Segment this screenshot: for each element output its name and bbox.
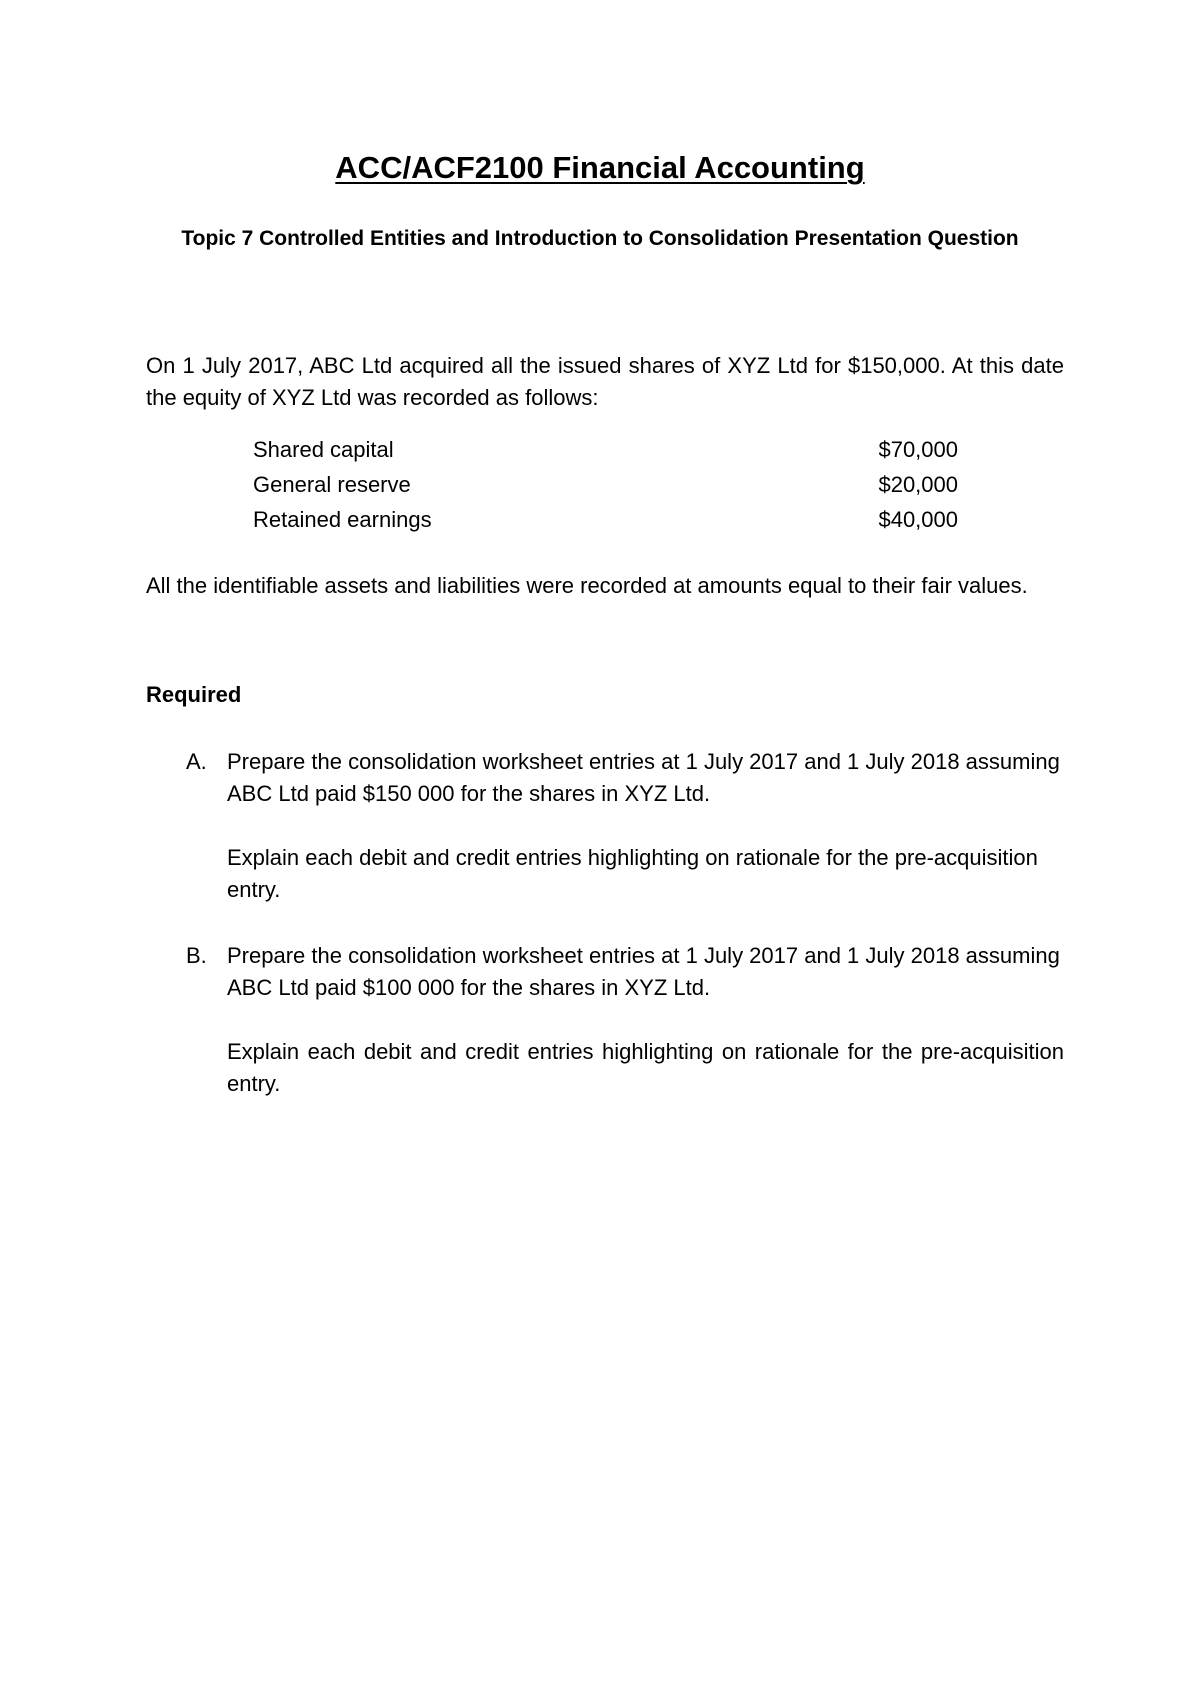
question-letter: B. bbox=[186, 943, 207, 968]
equity-amount: $70,000 bbox=[878, 437, 958, 462]
intro-paragraph: On 1 July 2017, ABC Ltd acquired all the issued shares of XYZ Ltd for $150,000. At this date the equity of XYZ Ltd was recorded as follows: bbox=[146, 353, 1064, 410]
equity-amount: $20,000 bbox=[878, 472, 958, 497]
question-explain: Explain each debit and credit entries highlighting on rationale for the pre-acquisition entry. bbox=[227, 1039, 1064, 1096]
equity-label: Retained earnings bbox=[253, 507, 432, 532]
document-subtitle: Topic 7 Controlled Entities and Introduction to Consolidation Presentation Question bbox=[181, 227, 1019, 250]
document-title: ACC/ACF2100 Financial Accounting bbox=[335, 150, 865, 185]
question-body bbox=[227, 746, 1064, 906]
equity-row-general-reserve bbox=[253, 467, 958, 502]
question-letter: A. bbox=[186, 749, 207, 774]
equity-table bbox=[253, 432, 958, 537]
required-heading: Required bbox=[146, 682, 242, 707]
question-body bbox=[227, 940, 1064, 1100]
equity-row-shared-capital bbox=[253, 432, 958, 467]
fair-value-paragraph: All the identifiable assets and liabilities were recorded at amounts equal to their fair values. bbox=[146, 573, 1028, 598]
equity-label: Shared capital bbox=[253, 437, 394, 462]
question-explain: Explain each debit and credit entries highlighting on rationale for the pre-acquisition entry. bbox=[227, 845, 1038, 902]
equity-amount: $40,000 bbox=[878, 507, 958, 532]
equity-row-retained-earnings bbox=[253, 502, 958, 537]
equity-label: General reserve bbox=[253, 472, 411, 497]
question-text: Prepare the consolidation worksheet entries at 1 July 2017 and 1 July 2018 assuming ABC Ltd paid $100 000 for the shares in XYZ Ltd. bbox=[227, 943, 1060, 1000]
question-text: Prepare the consolidation worksheet entries at 1 July 2017 and 1 July 2018 assuming ABC Ltd paid $150 000 for the shares in XYZ Ltd. bbox=[227, 749, 1060, 806]
